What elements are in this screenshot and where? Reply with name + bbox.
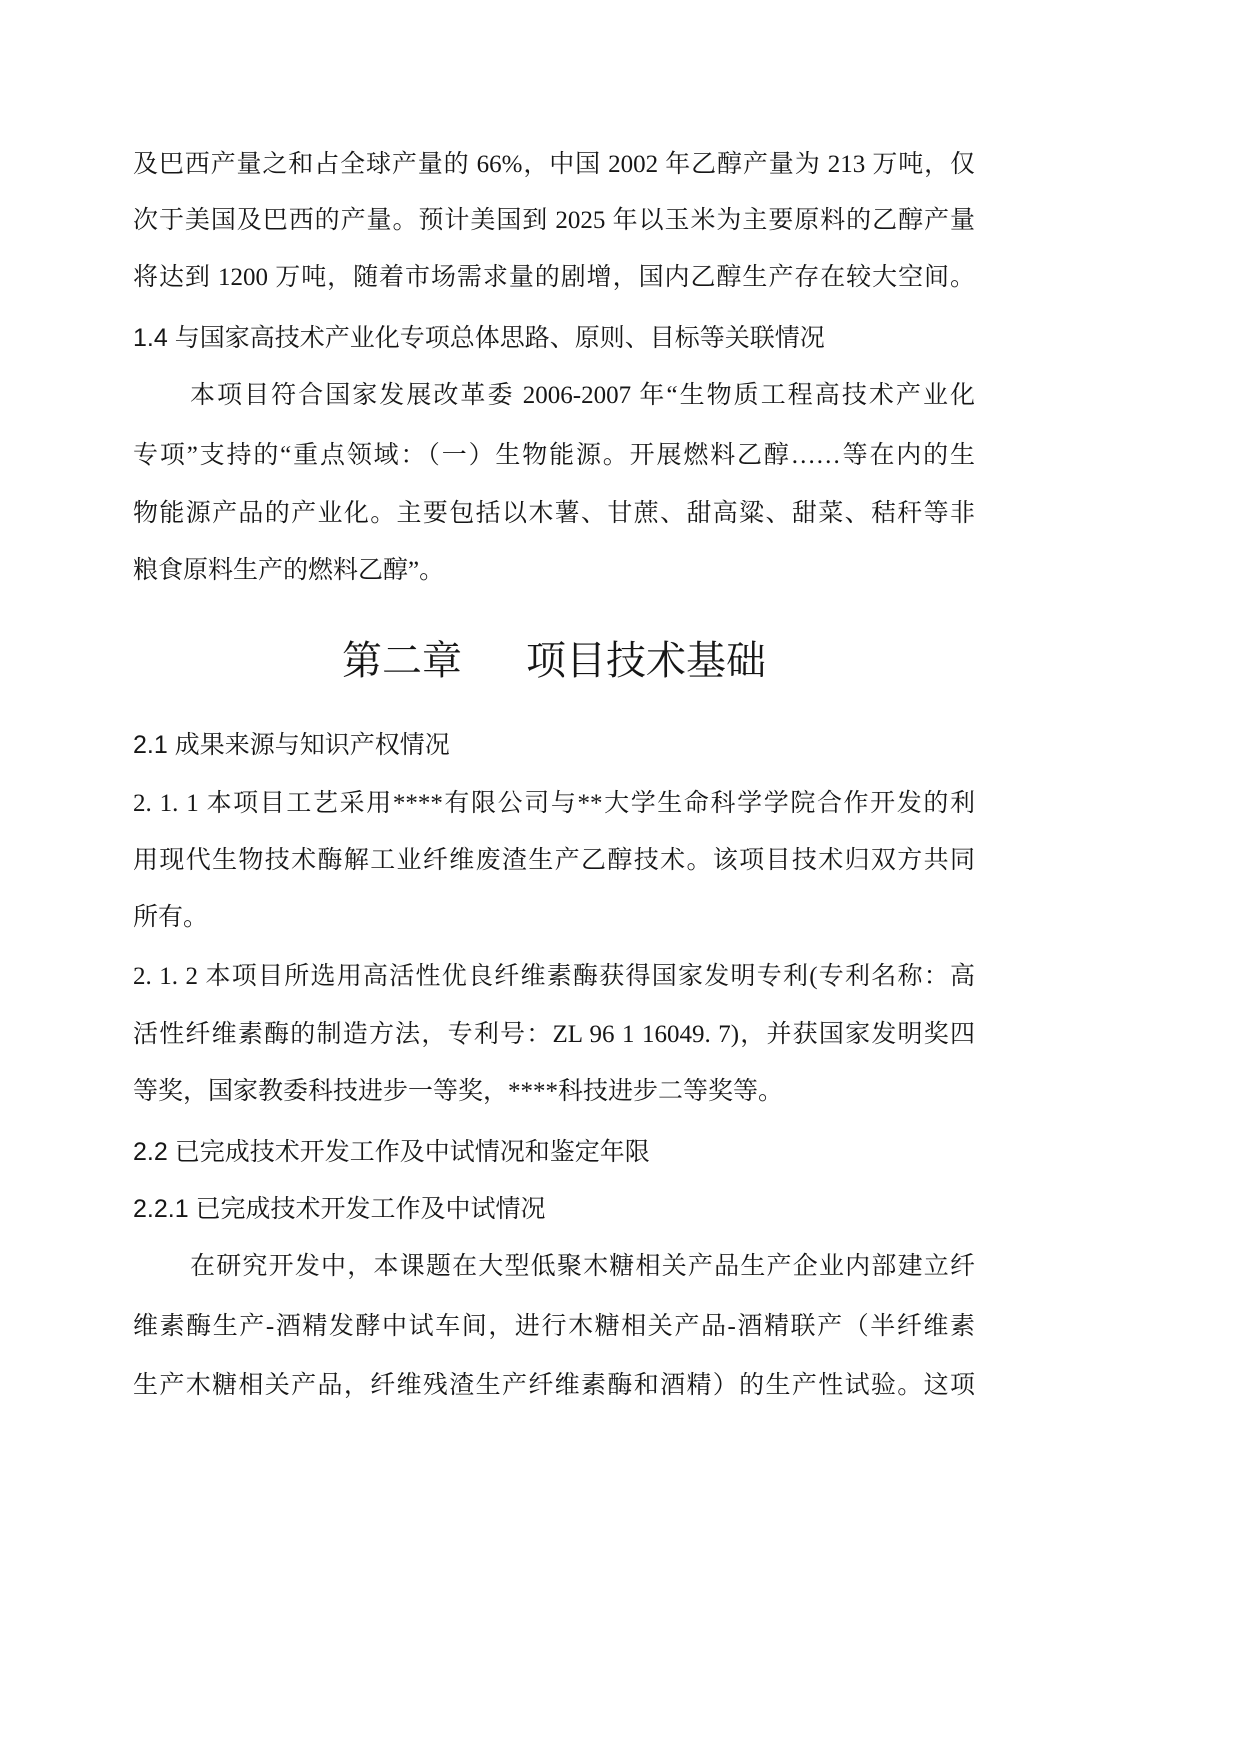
chapter-heading bbox=[133, 621, 975, 701]
paragraph-line: 所有。 bbox=[133, 904, 209, 931]
paragraph-line: 将达到 1200 万吨，随着市场需求量的剧增，国内乙醇生产存在较大空间。 bbox=[133, 264, 975, 291]
paragraph-line: 用现代生物技术酶解工业纤维废渣生产乙醇技术。该项目技术归双方共同 bbox=[133, 847, 975, 874]
chapter-title: 项目技术基础 bbox=[526, 639, 766, 683]
section-heading-1-4: 1.4 与国家高技术产业化专项总体思路、原则、目标等关联情况 bbox=[133, 324, 825, 352]
paragraph-line: 2. 1. 1 本项目工艺采用****有限公司与**大学生命科学学院合作开发的利 bbox=[133, 790, 975, 817]
paragraph-line: 及巴西产量之和占全球产量的 66%，中国 2002 年乙醇产量为 213 万吨，仅 bbox=[133, 151, 975, 178]
paragraph-line: 等奖，国家教委科技进步一等奖，****科技进步二等奖等。 bbox=[133, 1078, 784, 1105]
chapter-number: 第二章 bbox=[342, 639, 462, 683]
paragraph-line: 在研究开发中，本课题在大型低聚木糖相关产品生产企业内部建立纤 bbox=[190, 1253, 975, 1280]
section-heading-2-2: 2.2 已完成技术开发工作及中试情况和鉴定年限 bbox=[133, 1138, 650, 1166]
paragraph-line: 物能源产品的产业化。主要包括以木薯、甘蔗、甜高粱、甜菜、秸秆等非 bbox=[133, 500, 975, 527]
section-heading-2-2-1: 2.2.1 已完成技术开发工作及中试情况 bbox=[133, 1195, 546, 1223]
paragraph-line: 粮食原料生产的燃料乙醇”。 bbox=[133, 557, 445, 584]
paragraph-line: 生产木糖相关产品，纤维残渣生产纤维素酶和酒精）的生产性试验。这项 bbox=[133, 1372, 975, 1399]
paragraph-line: 本项目符合国家发展改革委 2006-2007 年“生物质工程高技术产业化 bbox=[190, 382, 975, 409]
paragraph-line: 次于美国及巴西的产量。预计美国到 2025 年以玉米为主要原料的乙醇产量 bbox=[133, 207, 975, 234]
paragraph-line: 维素酶生产-酒精发酵中试车间，进行木糖相关产品-酒精联产（半纤维素 bbox=[133, 1313, 975, 1340]
paragraph-line: 专项”支持的“重点领域：（一）生物能源。开展燃料乙醇……等在内的生 bbox=[133, 442, 975, 469]
paragraph-line: 2. 1. 2 本项目所选用高活性优良纤维素酶获得国家发明专利(专利名称：高 bbox=[133, 963, 975, 990]
paragraph-line: 活性纤维素酶的制造方法，专利号：ZL 96 1 16049. 7)，并获国家发明奖四 bbox=[133, 1021, 975, 1048]
section-heading-2-1: 2.1 成果来源与知识产权情况 bbox=[133, 731, 450, 759]
